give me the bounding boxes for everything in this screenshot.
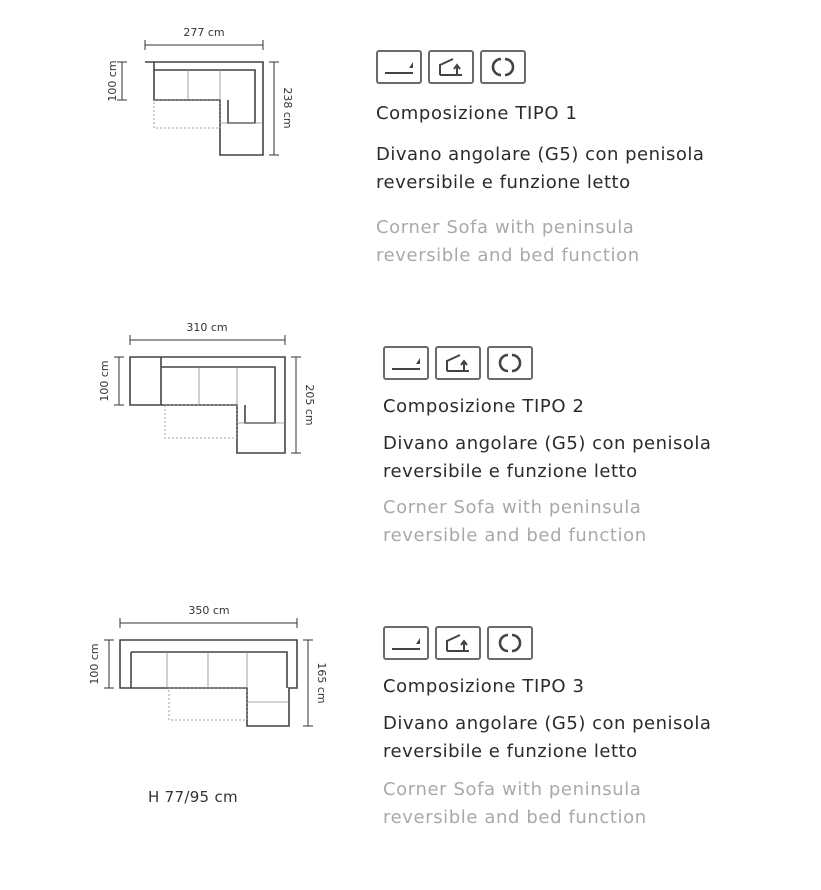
dim-width-label: 277 cm [183, 26, 225, 39]
description-line: reversibile e funzione letto [383, 741, 638, 762]
composition-title: Composizione TIPO 3 [383, 676, 585, 697]
description-line: Corner Sofa with peninsula [383, 497, 642, 518]
description-line: reversible and bed function [383, 807, 647, 828]
description-italian [383, 710, 711, 766]
description-line: Corner Sofa with peninsula [383, 779, 642, 800]
description-line: reversibile e funzione letto [383, 461, 638, 482]
description-line: Divano angolare (G5) con penisola [383, 713, 712, 734]
storage-icon [435, 626, 481, 660]
dim-width-label: 310 cm [186, 321, 228, 334]
bed-icon [383, 626, 429, 660]
dim-depth-label: 100 cm [88, 643, 101, 685]
reversible-icon [487, 626, 533, 660]
dim-side-label: 165 cm [315, 662, 328, 704]
description-line: reversible and bed function [376, 245, 640, 266]
feature-icons-3 [383, 626, 533, 660]
dim-depth-label: 100 cm [98, 360, 111, 402]
description-line: Divano angolare (G5) con penisola [383, 433, 712, 454]
description-line: reversible and bed function [383, 525, 647, 546]
description-line: Corner Sofa with peninsula [376, 217, 635, 238]
sofa-diagram-3 [75, 598, 335, 738]
description-line: Divano angolare (G5) con penisola [376, 144, 705, 165]
description-line: reversibile e funzione letto [376, 172, 631, 193]
dim-width-label: 350 cm [188, 604, 230, 617]
composition-title: Composizione TIPO 2 [383, 396, 585, 417]
dim-side-label: 238 cm [281, 87, 294, 129]
dim-depth-label: 100 cm [106, 60, 119, 102]
height-note: H 77/95 cm [148, 788, 238, 806]
dim-side-label: 205 cm [303, 384, 316, 426]
composition-title: Composizione TIPO 1 [376, 103, 578, 124]
description-english [383, 776, 647, 832]
